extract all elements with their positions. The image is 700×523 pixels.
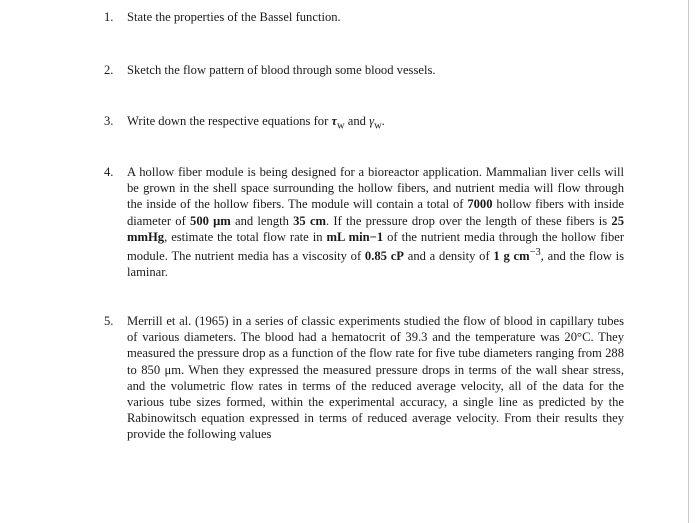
question-text: State the properties of the Bassel function.	[127, 10, 341, 24]
question-5	[104, 313, 624, 443]
question-text: Write down the respective equations for $\tau_w$ and $\gamma_w$.	[127, 114, 385, 132]
page-edge-divider	[688, 0, 689, 523]
density: 1 g cm	[493, 249, 530, 264]
question-text: Merrill et al. (1965) in a series of classic experiments studied the flow of blood in capillary tubes of various diameters. The blood had a hematocrit of 39.3 and the temperature was 20°C. They measured the pressure drop as a function of the flow rate for five tube diameters ranging from 288 to 850 μm. When they expressed the measured pressure drops in terms of the wall shear stress, and the volumetric flow rates in terms of the reduced average velocity, all of the data for the various tube sizes formed, within the experimental accuracy, a single line as predicted by the Rabinowitsch equation expressed in terms of reduced average velocity. From their results they provide the following values	[127, 314, 624, 442]
question-2	[104, 62, 624, 78]
question-number: 3.	[104, 114, 114, 128]
fiber-length: 35 cm	[293, 213, 327, 228]
fiber-count: 7000	[467, 197, 493, 212]
tau-symbol: τ	[331, 114, 338, 128]
question-4	[104, 164, 624, 281]
question-text: A hollow fiber module is being designed for a bioreactor application. Mammalian liver cells will be grown in the shell space surrounding the hollow fibers, and nutrient media will flow through the inside of the hollow fibers. The module will contain a total of 7000 hollow fibers with inside diameter of 500 μm and length 35 cm. If the pressure drop over the length of these fibers is 25 mmHg, estimate the total flow rate in mL min−1 of the nutrient media through the hollow fiber module. The nutrient media has a viscosity of 0.85 cP and a density of 1 g $cm^{-3}$, and the flow is laminar.	[127, 165, 625, 280]
question-number: 4.	[104, 165, 114, 179]
question-text: Sketch the flow pattern of blood through some blood vessels.	[127, 63, 436, 77]
gamma-symbol: γ	[369, 114, 375, 128]
question-number: 1.	[104, 10, 114, 24]
viscosity: 0.85 cP	[364, 249, 404, 264]
question-number: 2.	[104, 63, 114, 77]
pressure-drop: 25 mmHg	[127, 213, 625, 244]
question-1	[104, 9, 624, 25]
question-3	[104, 113, 624, 135]
flow-units: mL min−1	[326, 229, 384, 244]
fiber-diameter: 500 μm	[190, 213, 231, 228]
question-number: 5.	[104, 314, 114, 328]
